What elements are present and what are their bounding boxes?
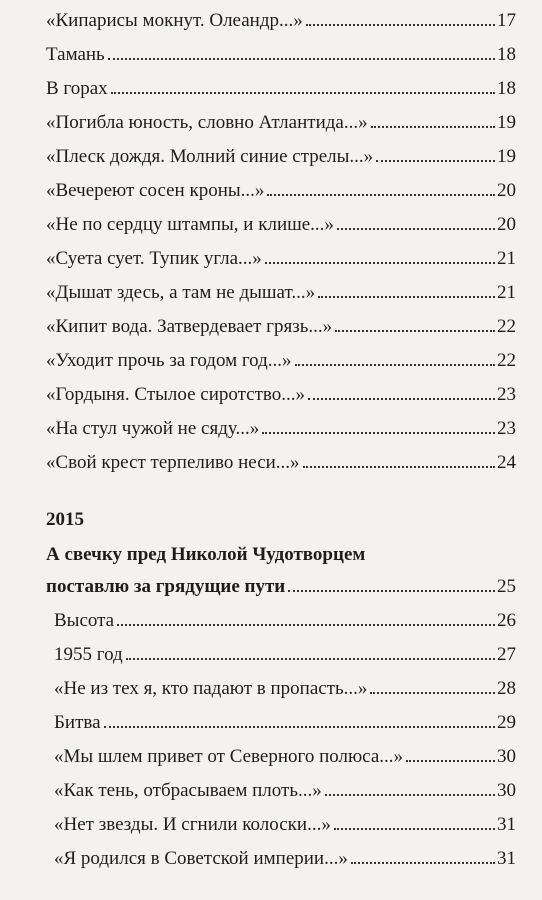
toc-entry xyxy=(46,604,516,638)
section-heading-line2: поставлю за грядущие пути xyxy=(46,576,286,597)
toc-entry-page: 30 xyxy=(497,780,516,801)
toc-entry-page: 22 xyxy=(497,316,516,337)
toc-entry xyxy=(46,412,516,446)
table-of-contents xyxy=(46,0,516,876)
toc-entry xyxy=(46,208,516,242)
toc-entry xyxy=(46,72,516,106)
section-heading-row2 xyxy=(46,570,516,604)
toc-entry-title: «Дышат здесь, а там не дышат...» xyxy=(46,282,316,303)
toc-entry-page: 28 xyxy=(497,678,516,699)
dot-leader xyxy=(337,228,495,230)
dot-leader xyxy=(351,862,495,864)
toc-list-bottom xyxy=(46,604,516,876)
toc-entry-title: «Мы шлем привет от Северного полюса...» xyxy=(54,746,404,767)
toc-entry xyxy=(46,38,516,72)
toc-entry-title: «Вечереют сосен кроны...» xyxy=(46,180,265,201)
dot-leader xyxy=(406,760,495,762)
toc-entry xyxy=(46,774,516,808)
toc-entry-title: 1955 год xyxy=(54,644,123,665)
toc-entry-page: 19 xyxy=(497,146,516,167)
toc-entry xyxy=(46,140,516,174)
toc-entry xyxy=(46,740,516,774)
dot-leader xyxy=(117,624,495,626)
toc-entry-page: 30 xyxy=(497,746,516,767)
toc-entry xyxy=(46,672,516,706)
dot-leader xyxy=(318,296,495,298)
toc-entry-title: «Суета сует. Тупик угла...» xyxy=(46,248,262,269)
toc-entry xyxy=(46,706,516,740)
dot-leader xyxy=(265,262,495,264)
dot-leader xyxy=(288,590,495,592)
toc-entry-title: «Не по сердцу штампы, и клише...» xyxy=(46,214,334,235)
toc-entry-title: «Погибла юность, словно Атлантида...» xyxy=(46,112,368,133)
toc-entry-title: «На стул чужой не сяду...» xyxy=(46,418,260,439)
section-heading-line1: А свечку пред Николой Чудотворцем xyxy=(46,544,366,565)
toc-entry-page: 21 xyxy=(497,282,516,303)
dot-leader xyxy=(370,692,495,694)
dot-leader xyxy=(308,398,495,400)
dot-leader xyxy=(325,794,495,796)
dot-leader xyxy=(335,330,495,332)
dot-leader xyxy=(267,194,495,196)
toc-entry-page: 23 xyxy=(497,418,516,439)
dot-leader xyxy=(104,726,495,728)
toc-entry xyxy=(46,446,516,480)
toc-entry-title: Битва xyxy=(54,712,101,733)
toc-entry-page: 20 xyxy=(497,180,516,201)
toc-entry-page: 23 xyxy=(497,384,516,405)
toc-entry-title: «Уходит прочь за годом год...» xyxy=(46,350,292,371)
toc-entry-page: 27 xyxy=(497,644,516,665)
toc-entry xyxy=(46,276,516,310)
toc-entry xyxy=(46,4,516,38)
toc-entry-page: 24 xyxy=(497,452,516,473)
toc-entry-title: «Кипит вода. Затвердевает грязь...» xyxy=(46,316,333,337)
toc-entry-title: «Не из тех я, кто падают в пропасть...» xyxy=(54,678,368,699)
toc-entry-title: Высота xyxy=(54,610,115,631)
toc-list-top xyxy=(46,4,516,480)
section-year: 2015 xyxy=(46,509,84,530)
toc-entry-page: 31 xyxy=(497,848,516,869)
toc-entry xyxy=(46,242,516,276)
toc-entry xyxy=(46,174,516,208)
section-heading xyxy=(46,540,516,604)
dot-leader xyxy=(295,364,495,366)
toc-entry-title: Тамань xyxy=(46,44,105,65)
toc-entry-title: «Гордыня. Стылое сиротство...» xyxy=(46,384,306,405)
toc-entry-page: 18 xyxy=(497,44,516,65)
dot-leader xyxy=(262,432,495,434)
toc-entry-page: 17 xyxy=(497,10,516,31)
toc-entry-page: 31 xyxy=(497,814,516,835)
dot-leader xyxy=(126,658,495,660)
section-heading-page: 25 xyxy=(497,576,516,597)
toc-entry-page: 22 xyxy=(497,350,516,371)
toc-entry-page: 29 xyxy=(497,712,516,733)
dot-leader xyxy=(334,828,495,830)
toc-entry-page: 18 xyxy=(497,78,516,99)
toc-entry-title: «Плеск дождя. Молний синие стрелы...» xyxy=(46,146,374,167)
dot-leader xyxy=(108,58,495,60)
toc-entry xyxy=(46,310,516,344)
toc-entry-title: В горах xyxy=(46,78,108,99)
dot-leader xyxy=(306,24,495,26)
toc-entry-title: «Как тень, отбрасываем плоть...» xyxy=(54,780,322,801)
toc-entry xyxy=(46,842,516,876)
toc-entry xyxy=(46,106,516,140)
toc-entry xyxy=(46,808,516,842)
toc-entry-page: 21 xyxy=(497,248,516,269)
dot-leader xyxy=(111,92,495,94)
toc-entry xyxy=(46,638,516,672)
toc-entry-title: «Свой крест терпеливо неси...» xyxy=(46,452,300,473)
toc-entry xyxy=(46,344,516,378)
toc-entry-page: 19 xyxy=(497,112,516,133)
dot-leader xyxy=(376,160,495,162)
toc-entry-title: «Я родился в Советской империи...» xyxy=(54,848,348,869)
dot-leader xyxy=(303,466,495,468)
dot-leader xyxy=(371,126,495,128)
toc-entry-page: 26 xyxy=(497,610,516,631)
toc-entry xyxy=(46,378,516,412)
toc-entry-page: 20 xyxy=(497,214,516,235)
toc-entry-title: «Кипарисы мокнут. Олеандр...» xyxy=(46,10,303,31)
toc-entry-title: «Нет звезды. И сгнили колоски...» xyxy=(54,814,331,835)
